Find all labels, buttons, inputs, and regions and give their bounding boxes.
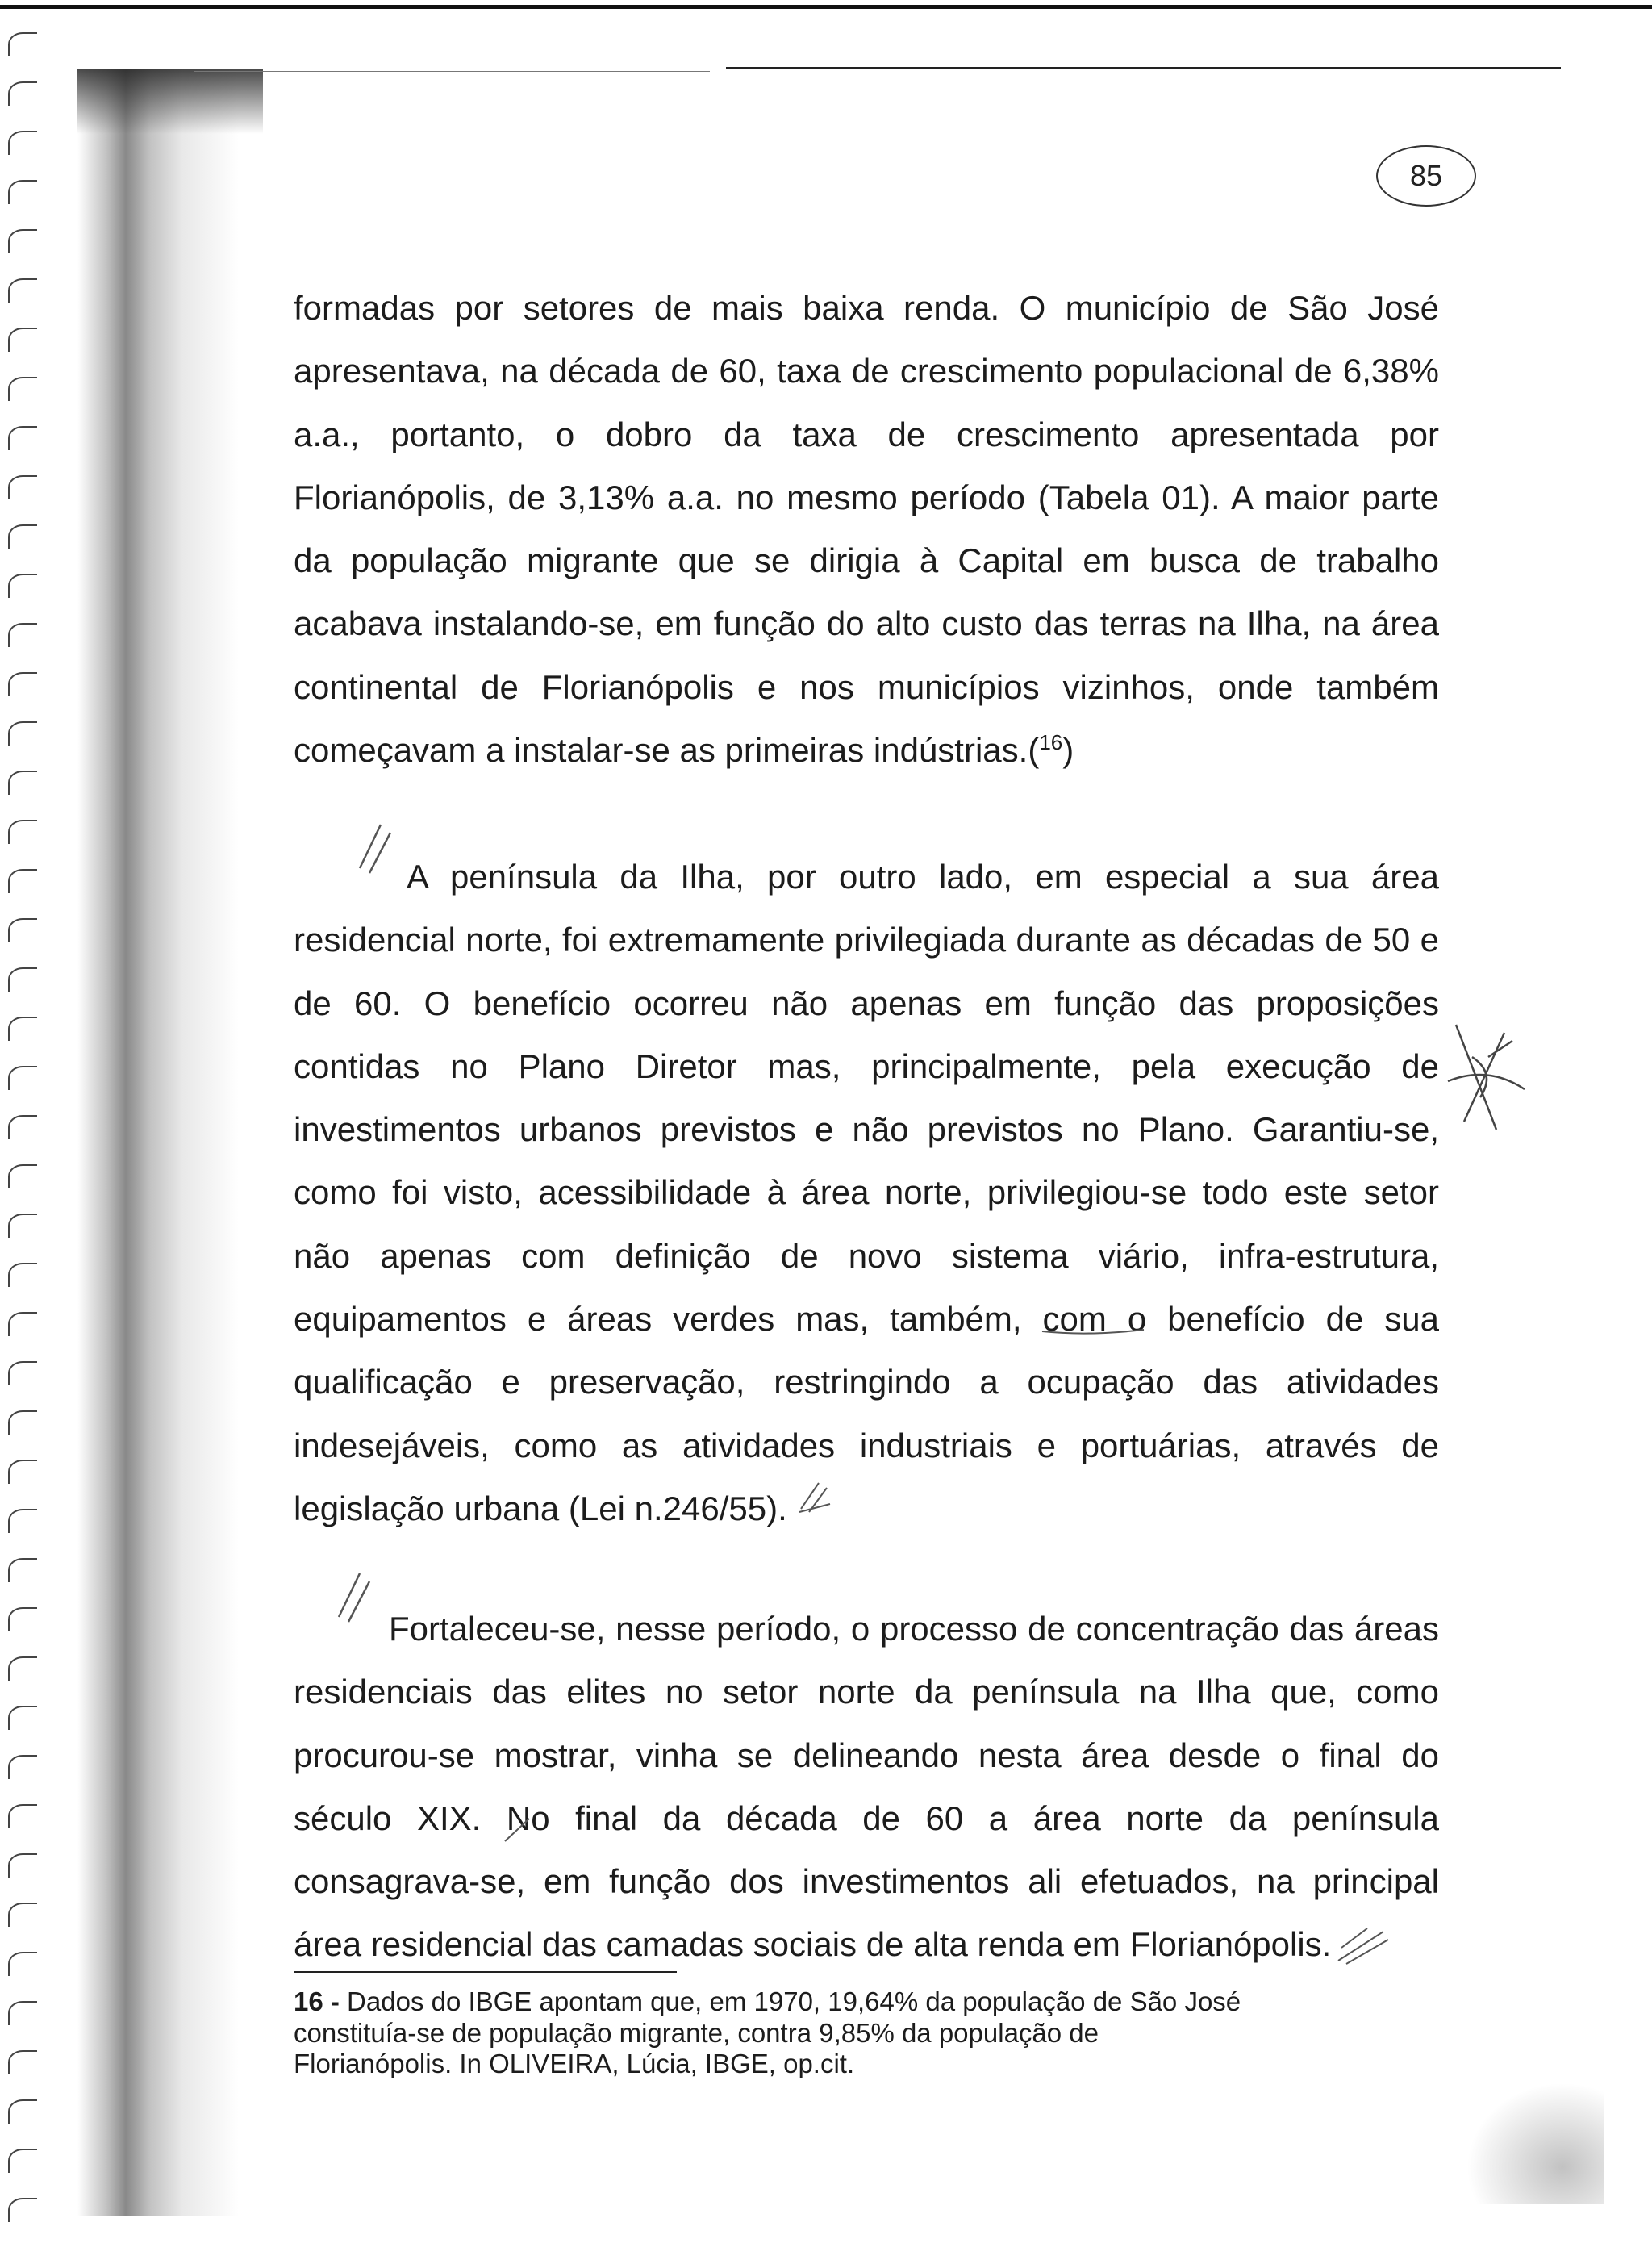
binder-hole [8, 1312, 37, 1336]
binder-hole [8, 1066, 37, 1090]
scan-top-border [0, 5, 1652, 9]
binder-hole [8, 1952, 37, 1976]
paragraph-2 [294, 846, 1439, 1540]
binder-hole [8, 771, 37, 795]
binder-hole [8, 1410, 37, 1435]
binder-hole-strip [0, 32, 65, 2243]
binder-hole [8, 1460, 37, 1484]
binder-hole [8, 1164, 37, 1188]
binder-hole [8, 180, 37, 204]
handwritten-paragraph-mark [331, 1570, 379, 1627]
binder-hole [8, 32, 37, 56]
binder-hole [8, 1558, 37, 1582]
binder-hole [8, 574, 37, 598]
binder-hole [8, 1853, 37, 1878]
binder-hole [8, 377, 37, 401]
binder-hole [8, 475, 37, 499]
binder-hole [8, 131, 37, 155]
binder-hole [8, 869, 37, 893]
header-rule-faint [194, 71, 710, 72]
binder-hole [8, 1903, 37, 1927]
binder-hole [8, 721, 37, 746]
binder-hole [8, 1706, 37, 1730]
binder-hole [8, 2099, 37, 2124]
binder-hole [8, 524, 37, 549]
footnote-text: Dados do IBGE apontam que, em 1970, 19,64% da população de São José constituía-se de população migrante, contra 9,85% da população de Florianópolis. In OLIVEIRA, Lúcia, IBGE, op.cit. [294, 1986, 1241, 2078]
binder-hole [8, 2001, 37, 2025]
paragraph-1 [294, 277, 1439, 782]
page-number-text: 85 [1409, 159, 1443, 192]
binder-hole [8, 1804, 37, 1828]
binder-hole [8, 1115, 37, 1139]
binder-hole [8, 1607, 37, 1631]
binder-hole [8, 672, 37, 696]
binder-hole [8, 1755, 37, 1779]
paragraph-1-text: formadas por setores de mais baixa renda. O município de São José apresentava, na década de 60, taxa de crescimento populacional de 6,38% a.a., portanto, o dobro da taxa de crescimento apresentada por Florianópolis, de 3,13% a.a. no mesmo período (Tabela 01). A maior parte da população migrante que se dirigia à Capital em busca de trabalho acabava instalando-se, em função do alto custo das terras na Ilha, na área continental de Florianópolis e nos municípios vizinhos, onde também começavam a instalar-se as primeiras indústrias.( [294, 289, 1439, 770]
binding-shadow [77, 69, 239, 2216]
paragraph-3-text: Fortaleceu-se, nesse período, o processo de concentração das áreas residenciais das elites no setor norte da península na Ilha que, como procurou-se mostrar, vinha se delineando nesta área desde o final do século XIX. No final da década de 60 a área norte da península consagrava-se, em função dos investimentos ali efetuados, na principal área residencial das camadas sociais de alta renda em Florianópolis. [294, 1610, 1439, 1964]
scan-smudge [1466, 2082, 1604, 2204]
footnote-separator [294, 1971, 677, 1973]
binder-hole [8, 1263, 37, 1287]
binder-hole [8, 278, 37, 303]
footnote-reference: 16 [1039, 730, 1063, 755]
footnote-number: 16 - [294, 1986, 340, 2016]
binder-hole [8, 328, 37, 352]
binder-hole [8, 1214, 37, 1238]
handwritten-end-mark [1335, 1920, 1391, 1969]
binding-shadow-top [77, 69, 263, 134]
binder-hole [8, 967, 37, 992]
handwritten-underline [1041, 1325, 1145, 1338]
binder-hole [8, 1509, 37, 1533]
binder-hole [8, 918, 37, 942]
paragraph-3 [294, 1598, 1439, 1977]
binder-hole [8, 623, 37, 647]
binder-hole [8, 1656, 37, 1681]
paragraph-2-text: A península da Ilha, por outro lado, em especial a sua área residencial norte, foi extremamente privilegiada durante as décadas de 50 e de 60. O benefício ocorreu não apenas em função das proposições contidas no Plano Diretor mas, principalmente, pela execução de investimentos urbanos previstos e não previstos no Plano. Garantiu-se, como foi visto, acessibilidade à área norte, privilegiou-se todo este setor não apenas com definição de novo sistema viário, infra-estrutura, equipamentos e áreas verdes mas, também, com o benefício de sua qualificação e preservação, restringindo a ocupação das atividades indesejáveis, como as atividades industriais e portuárias, através de legislação urbana (Lei n.246/55). [294, 858, 1439, 1527]
binder-hole [8, 81, 37, 106]
binder-hole [8, 229, 37, 253]
binder-hole [8, 820, 37, 844]
handwritten-check-mark [1440, 1009, 1529, 1146]
handwritten-paragraph-mark [352, 821, 400, 878]
paragraph-1-text-end: ) [1062, 731, 1074, 770]
binder-hole [8, 2198, 37, 2222]
binder-hole [8, 1361, 37, 1385]
footnote [294, 1986, 1245, 2080]
binder-hole [8, 2149, 37, 2173]
header-rule [726, 67, 1561, 69]
page-number [1376, 145, 1476, 207]
handwritten-end-mark [795, 1477, 835, 1517]
binder-hole [8, 2050, 37, 2074]
binder-hole [8, 426, 37, 450]
binder-hole [8, 1017, 37, 1041]
handwritten-slash [502, 1815, 534, 1844]
